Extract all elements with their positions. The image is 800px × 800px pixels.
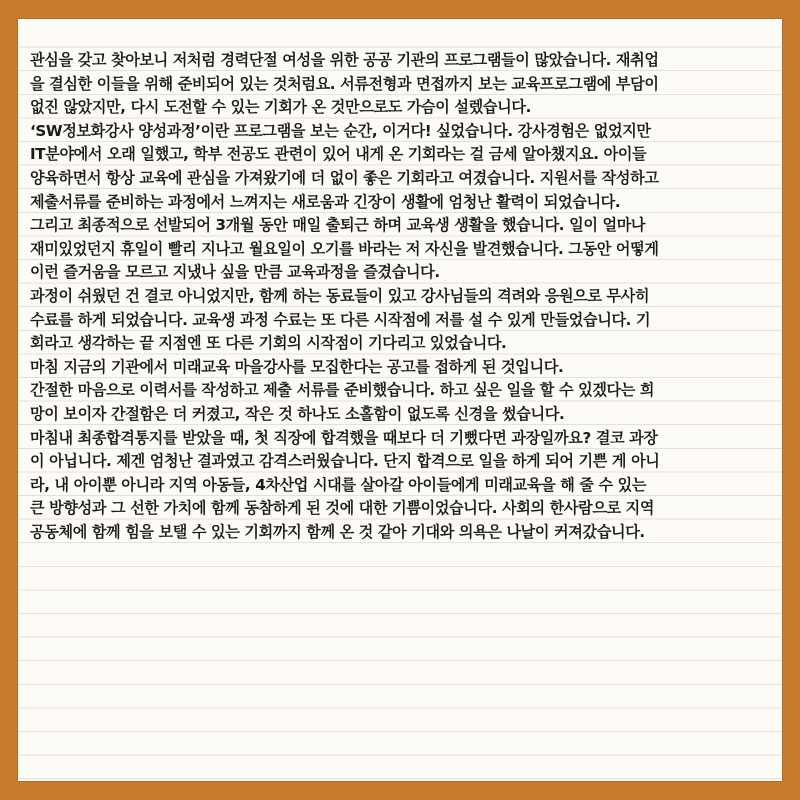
text-line: 수료를 하게 되었습니다. 교육생 과정 수료는 또 다른 시작점에 저를 설 수 있게 만들었습니다. 기 (30, 310, 651, 329)
text-line: 관심을 갖고 찾아보니 저처럼 경력단절 여성을 위한 공공 기관의 프로그램들이 많았습니다. 재취업 (30, 51, 659, 69)
text-line: 이런 즐거움을 모르고 지냈나 싶을 만큼 교육과정을 즐겼습니다. (30, 263, 440, 282)
essay-text (30, 49, 750, 544)
text-line: 그리고 최종적으로 선발되어 3개월 동안 매일 출퇴근 하며 교육생 생활을 했습니다. 일이 얼마나 (30, 216, 646, 235)
text-line: 간절한 마음으로 이력서를 작성하고 제출 서류를 준비했습니다. 하고 싶은 일을 할 수 있겠다는 희 (30, 381, 655, 400)
text-line: 마침 지금의 기관에서 미래교육 마을강사를 모집한다는 공고를 접하게 된 것입니다. (30, 357, 564, 376)
text-line: ‘SW정보화강사 양성과정’이란 프로그램을 보는 순간, 이거다! 싶었습니다. 강사경험은 없었지만 (30, 121, 651, 140)
text-line: 이 아닙니다. 제겐 엄청난 결과였고 감격스러웠습니다. 단지 합격으로 일을 하게 되어 기쁜 게 아니 (30, 452, 660, 471)
text-line: 양육하면서 항상 교육에 관심을 가져왔기에 더 없이 좋은 기회라고 여겼습니다. 지원서를 작성하고 (30, 168, 659, 187)
text-line: 재미있었던지 휴일이 빨리 지나고 월요일이 오기를 바라는 저 자신을 발견했습니다. 그동안 어떻게 (30, 239, 659, 258)
text-line: 회라고 생각하는 끝 지점엔 또 다른 기회의 시작점이 기다리고 있었습니다. (30, 334, 507, 353)
text-line: 없진 않았지만, 다시 도전할 수 있는 기회가 온 것만으로도 가슴이 설렜습니다. (30, 98, 531, 117)
text-line: IT분야에서 오래 일했고, 학부 전공도 관련이 있어 내게 온 기회라는 걸 금세 알아챘지요. 아이들 (30, 145, 647, 164)
text-line: 라, 내 아이뿐 아니라 지역 아동들, 4차산업 시대를 살아갈 아이들에게 미래교육을 해 줄 수 있는 (30, 475, 647, 494)
text-line: 큰 방향성과 그 선한 가치에 함께 동참하게 된 것에 대한 기쁨이었습니다. 사회의 한사람으로 지역 (30, 499, 655, 518)
text-line: 을 결심한 이들을 위해 준비되어 있는 것처럼요. 서류전형과 면접까지 보는 교육프로그램에 부담이 (30, 74, 659, 93)
text-line: 마침내 최종합격통지를 받았을 때, 첫 직장에 합격했을 때보다 더 기뻤다면 과장일까요? 결코 과장 (30, 428, 658, 447)
text-line: 망이 보이자 간절함은 더 커졌고, 작은 것 하나도 소홀함이 없도록 신경을 썼습니다. (30, 404, 565, 423)
text-line: 과정이 쉬웠던 건 결코 아니었지만, 함께 하는 동료들이 있고 강사님들의 격려와 응원으로 무사히 (30, 286, 650, 305)
text-line: 공동체에 함께 힘을 보탤 수 있는 기회까지 함께 온 것 같아 기대와 의욕은 나날이 커져갔습니다. (30, 522, 645, 541)
text-line: 제출서류를 준비하는 과정에서 느껴지는 새로움과 긴장이 생활에 엄청난 활력이 되었습니다. (30, 192, 621, 211)
